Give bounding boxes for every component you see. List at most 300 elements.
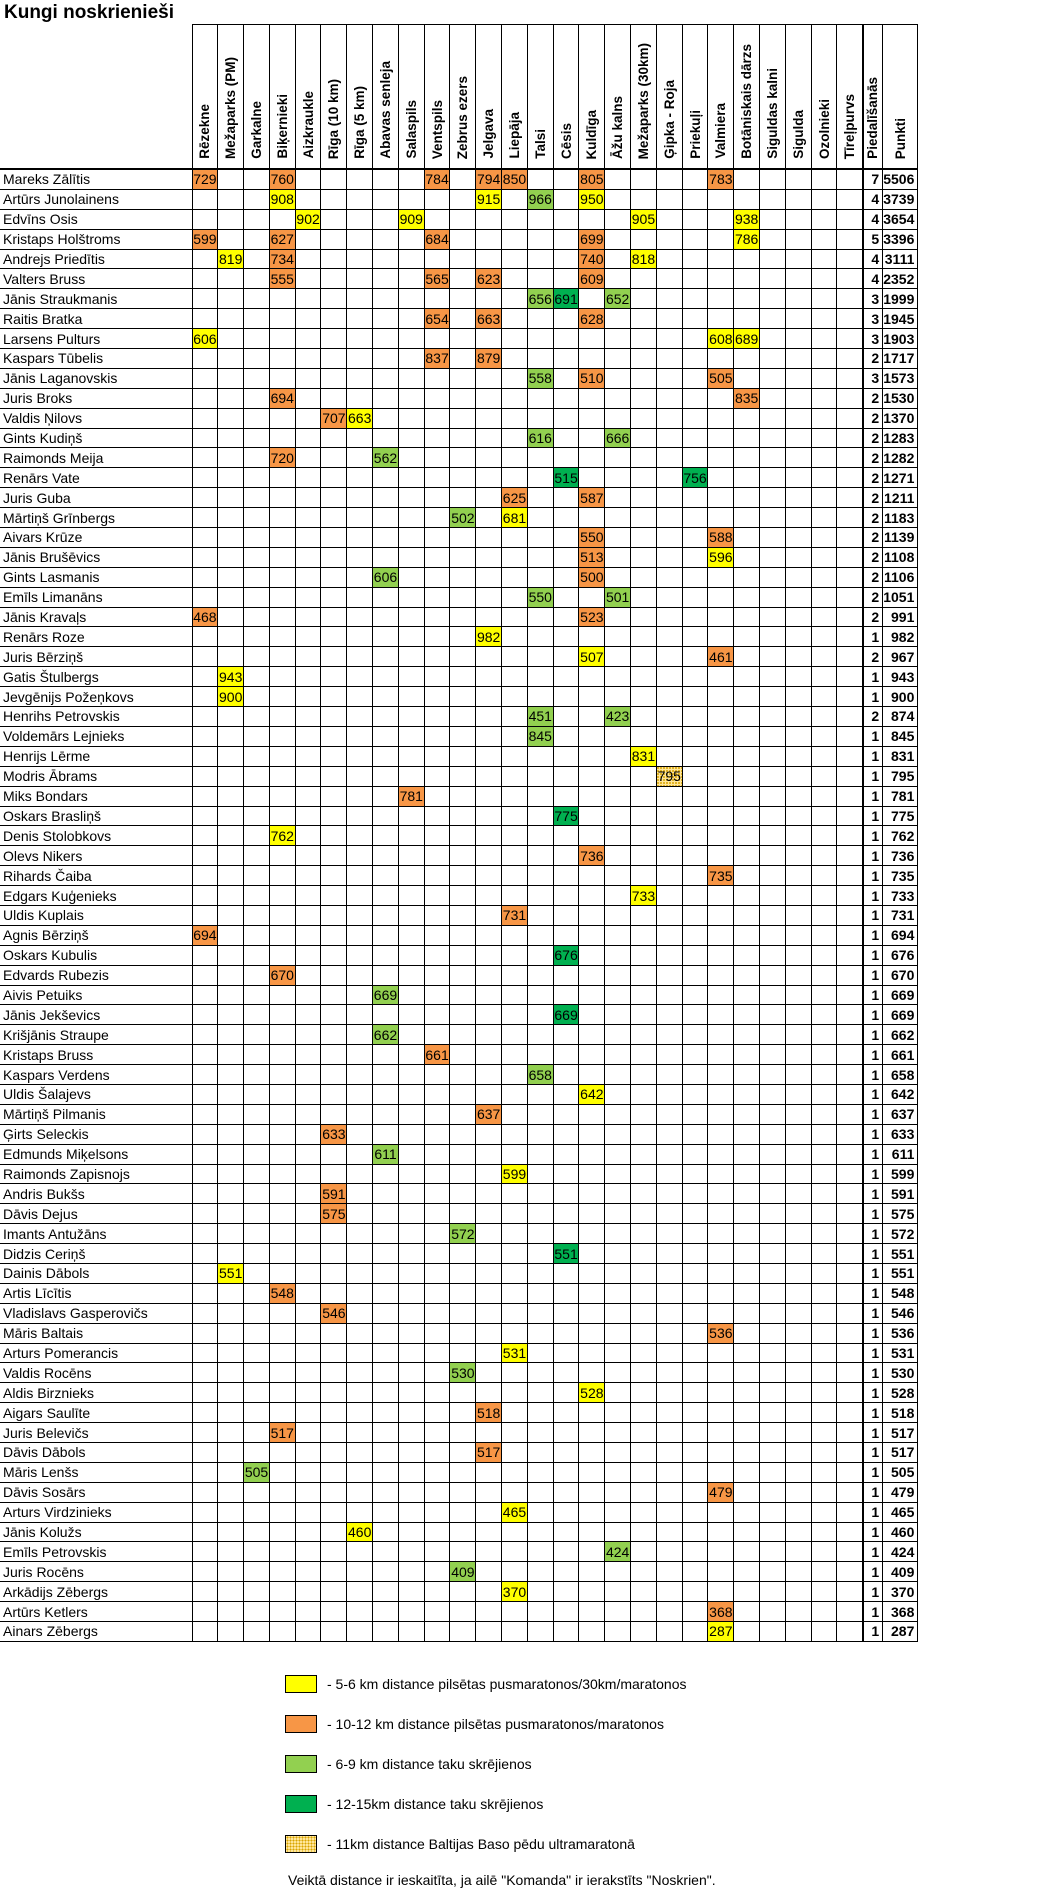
empty-cell [347, 1482, 373, 1502]
empty-cell [244, 786, 270, 806]
empty-cell [347, 189, 373, 209]
legend-label: - 11km distance Baltijas Baso pēdu ultramaratonā [327, 1836, 635, 1852]
empty-cell [398, 1104, 424, 1124]
empty-cell [708, 846, 734, 866]
empty-cell [708, 488, 734, 508]
runner-name: Mārtiņš Grīnbergs [0, 508, 192, 528]
table-row [0, 607, 918, 627]
empty-cell [527, 647, 553, 667]
empty-cell [553, 1562, 579, 1582]
score-cell: 735 [709, 867, 733, 884]
empty-cell [811, 1263, 837, 1283]
empty-cell [321, 1462, 347, 1482]
empty-cell [605, 1522, 631, 1542]
empty-cell [734, 1602, 760, 1622]
empty-cell [656, 428, 682, 448]
empty-cell [192, 1622, 218, 1642]
empty-cell [321, 528, 347, 548]
empty-cell [785, 508, 811, 528]
empty-cell [682, 1343, 708, 1363]
empty-cell [502, 866, 528, 886]
empty-cell [244, 349, 270, 369]
empty-cell [605, 1263, 631, 1283]
score-cell: 950 [580, 191, 604, 208]
empty-cell [656, 468, 682, 488]
empty-cell [295, 786, 321, 806]
empty-cell [192, 786, 218, 806]
empty-cell [269, 627, 295, 647]
empty-cell [450, 766, 476, 786]
empty-cell [837, 448, 863, 468]
runner-name: Dainis Dābols [0, 1263, 192, 1283]
empty-cell [734, 667, 760, 687]
empty-cell [373, 189, 399, 209]
empty-cell [579, 886, 605, 906]
empty-cell [734, 1164, 760, 1184]
empty-cell [785, 1383, 811, 1403]
empty-cell [295, 1502, 321, 1522]
score-cell: 460 [348, 1524, 372, 1540]
empty-cell [760, 528, 786, 548]
empty-cell [476, 1602, 502, 1622]
empty-cell [398, 846, 424, 866]
empty-cell [631, 607, 657, 627]
empty-cell [811, 647, 837, 667]
empty-cell [656, 1184, 682, 1204]
empty-cell [398, 1204, 424, 1224]
empty-cell [450, 1065, 476, 1085]
empty-cell [708, 1502, 734, 1522]
empty-cell [502, 229, 528, 249]
empty-cell [734, 428, 760, 448]
empty-cell [734, 925, 760, 945]
empty-cell [347, 468, 373, 488]
empty-cell [398, 1522, 424, 1542]
empty-cell [734, 1462, 760, 1482]
empty-cell [476, 1582, 502, 1602]
empty-cell [811, 309, 837, 329]
empty-cell [321, 388, 347, 408]
empty-cell [502, 1045, 528, 1065]
empty-cell [450, 408, 476, 428]
empty-cell [837, 1502, 863, 1522]
empty-cell [295, 1323, 321, 1343]
empty-cell [837, 1562, 863, 1582]
empty-cell [734, 249, 760, 269]
empty-cell [424, 866, 450, 886]
empty-cell [398, 349, 424, 369]
empty-cell [373, 1383, 399, 1403]
empty-cell [192, 1084, 218, 1104]
runner-name: Voldemārs Lejnieks [0, 726, 192, 746]
empty-cell [785, 1363, 811, 1383]
points-total: 943 [883, 667, 918, 687]
empty-cell [553, 428, 579, 448]
empty-cell [347, 647, 373, 667]
empty-cell [631, 707, 657, 727]
empty-cell [527, 1204, 553, 1224]
empty-cell [321, 1383, 347, 1403]
empty-cell [347, 826, 373, 846]
empty-cell [553, 687, 579, 707]
runner-name: Renārs Vate [0, 468, 192, 488]
runner-name: Imants Antužāns [0, 1224, 192, 1244]
participation-count: 3 [863, 368, 883, 388]
empty-cell [424, 1025, 450, 1045]
empty-cell [502, 1104, 528, 1124]
score-cell: 536 [709, 1325, 733, 1342]
points-total: 3654 [883, 209, 918, 229]
empty-cell [295, 567, 321, 587]
empty-cell [682, 1224, 708, 1244]
runner-name: Kaspars Verdens [0, 1065, 192, 1085]
empty-cell [398, 428, 424, 448]
empty-cell [656, 1124, 682, 1144]
empty-cell [605, 1582, 631, 1602]
empty-cell [398, 726, 424, 746]
empty-cell [656, 1542, 682, 1562]
empty-cell [811, 925, 837, 945]
empty-cell [656, 945, 682, 965]
empty-cell [347, 428, 373, 448]
empty-cell [579, 1423, 605, 1443]
empty-cell [631, 1005, 657, 1025]
empty-cell [347, 349, 373, 369]
empty-cell [811, 1144, 837, 1164]
empty-cell [837, 1084, 863, 1104]
empty-cell [295, 1383, 321, 1403]
score-cell: 505 [709, 370, 733, 387]
score-cell: 731 [502, 907, 527, 924]
empty-cell [398, 488, 424, 508]
empty-cell [811, 468, 837, 488]
empty-cell [579, 1482, 605, 1502]
empty-cell [811, 508, 837, 528]
participation-count: 1 [863, 1045, 883, 1065]
empty-cell [605, 687, 631, 707]
empty-cell [192, 945, 218, 965]
empty-cell [373, 229, 399, 249]
empty-cell [527, 905, 553, 925]
empty-cell [244, 1084, 270, 1104]
empty-cell [553, 886, 579, 906]
empty-cell [605, 448, 631, 468]
empty-cell [682, 249, 708, 269]
empty-cell [605, 1423, 631, 1443]
score-cell: 783 [708, 169, 734, 189]
empty-cell [631, 547, 657, 567]
runner-name: Andris Bukšs [0, 1184, 192, 1204]
empty-cell [708, 766, 734, 786]
score-cell: 670 [270, 967, 294, 984]
empty-cell [811, 1582, 837, 1602]
score-cell: 606 [193, 330, 217, 347]
table-row [0, 1204, 918, 1224]
column-header [631, 25, 657, 170]
empty-cell [476, 826, 502, 846]
empty-cell [631, 508, 657, 528]
empty-cell [476, 488, 502, 508]
runner-name: Raimonds Zapisnojs [0, 1164, 192, 1184]
score-cell: 652 [605, 290, 630, 307]
empty-cell [811, 1562, 837, 1582]
empty-cell [244, 1065, 270, 1085]
empty-cell [785, 1403, 811, 1423]
empty-cell [398, 189, 424, 209]
empty-cell [502, 269, 528, 289]
empty-cell [811, 1423, 837, 1443]
empty-cell [527, 1104, 553, 1124]
empty-cell [811, 189, 837, 209]
empty-cell [321, 1104, 347, 1124]
empty-cell [244, 1443, 270, 1463]
empty-cell [373, 1104, 399, 1124]
empty-cell [476, 567, 502, 587]
empty-cell [785, 1144, 811, 1164]
empty-cell [192, 905, 218, 925]
empty-cell [760, 309, 786, 329]
empty-cell [476, 687, 502, 707]
empty-cell [373, 209, 399, 229]
empty-cell [605, 508, 631, 528]
empty-cell [476, 587, 502, 607]
points-total: 733 [883, 886, 918, 906]
empty-cell [373, 269, 399, 289]
empty-cell [760, 1263, 786, 1283]
runner-name: Gatis Štulbergs [0, 667, 192, 687]
empty-cell [527, 1482, 553, 1502]
empty-cell [502, 886, 528, 906]
participation-count: 1 [863, 1244, 883, 1264]
score-cell: 409 [451, 1563, 475, 1580]
empty-cell [424, 607, 450, 627]
empty-cell [527, 1582, 553, 1602]
runner-name: Uldis Kuplais [0, 905, 192, 925]
empty-cell [785, 169, 811, 189]
empty-cell [373, 925, 399, 945]
empty-cell [708, 746, 734, 766]
score-cell: 699 [580, 231, 604, 248]
empty-cell [631, 1124, 657, 1144]
empty-cell [398, 1383, 424, 1403]
column-header [734, 25, 760, 170]
empty-cell [244, 368, 270, 388]
empty-cell [837, 1423, 863, 1443]
participation-count: 2 [863, 567, 883, 587]
empty-cell [424, 388, 450, 408]
empty-cell [476, 1622, 502, 1642]
empty-cell [192, 667, 218, 687]
empty-cell [785, 627, 811, 647]
empty-cell [760, 408, 786, 428]
points-total: 1211 [883, 488, 918, 508]
empty-cell [192, 1283, 218, 1303]
empty-cell [631, 1263, 657, 1283]
points-total: 670 [883, 965, 918, 985]
empty-cell [708, 627, 734, 647]
empty-cell [631, 826, 657, 846]
empty-cell [656, 886, 682, 906]
table-row [0, 587, 918, 607]
empty-cell [373, 746, 399, 766]
empty-cell [502, 1244, 528, 1264]
empty-cell [450, 1184, 476, 1204]
empty-cell [398, 508, 424, 528]
empty-cell [218, 1602, 244, 1622]
empty-cell [321, 1263, 347, 1283]
column-header [218, 25, 244, 170]
empty-cell [347, 1383, 373, 1403]
column-header [269, 25, 295, 170]
empty-cell [295, 1423, 321, 1443]
score-cell: 663 [476, 310, 501, 327]
empty-cell [321, 647, 347, 667]
empty-cell [502, 707, 528, 727]
empty-cell [502, 468, 528, 488]
runner-name: Ainars Zēbergs [0, 1622, 192, 1642]
empty-cell [527, 388, 553, 408]
runner-name: Aivars Krūze [0, 528, 192, 548]
empty-cell [553, 726, 579, 746]
empty-cell [218, 786, 244, 806]
empty-cell [192, 1363, 218, 1383]
empty-cell [682, 1124, 708, 1144]
points-total: 669 [883, 985, 918, 1005]
score-cell: 501 [605, 589, 630, 606]
empty-cell [218, 488, 244, 508]
score-cell: 909 [399, 211, 423, 228]
empty-cell [373, 607, 399, 627]
empty-cell [424, 667, 450, 687]
empty-cell [682, 846, 708, 866]
empty-cell [502, 1363, 528, 1383]
empty-cell [785, 1283, 811, 1303]
empty-cell [218, 1462, 244, 1482]
empty-cell [682, 547, 708, 567]
score-cell: 606 [373, 569, 398, 586]
empty-cell [502, 1184, 528, 1204]
empty-cell [760, 1343, 786, 1363]
empty-cell [321, 886, 347, 906]
empty-cell [760, 1283, 786, 1303]
empty-cell [321, 846, 347, 866]
empty-cell [760, 1582, 786, 1602]
empty-cell [785, 826, 811, 846]
empty-cell [398, 965, 424, 985]
score-cell: 550 [580, 529, 604, 546]
empty-cell [760, 508, 786, 528]
empty-cell [734, 1482, 760, 1502]
empty-cell [450, 229, 476, 249]
empty-cell [476, 329, 502, 349]
empty-cell [605, 1502, 631, 1522]
empty-cell [476, 846, 502, 866]
empty-cell [218, 468, 244, 488]
points-total: 795 [883, 766, 918, 786]
empty-cell [785, 1005, 811, 1025]
empty-cell [760, 1383, 786, 1403]
empty-cell [424, 587, 450, 607]
empty-cell [450, 1482, 476, 1502]
empty-cell [785, 925, 811, 945]
empty-cell [811, 1522, 837, 1542]
empty-cell [811, 1084, 837, 1104]
empty-cell [244, 329, 270, 349]
points-header [883, 25, 918, 170]
participation-count: 1 [863, 786, 883, 806]
empty-cell [837, 1263, 863, 1283]
empty-cell [553, 309, 579, 329]
table-row [0, 1582, 918, 1602]
score-cell: 845 [528, 728, 552, 745]
table-row [0, 209, 918, 229]
empty-cell [450, 1602, 476, 1622]
empty-cell [785, 249, 811, 269]
empty-cell [837, 528, 863, 548]
empty-cell [579, 687, 605, 707]
empty-cell [734, 189, 760, 209]
empty-cell [656, 1005, 682, 1025]
empty-cell [760, 786, 786, 806]
empty-cell [295, 667, 321, 687]
empty-cell [398, 1602, 424, 1622]
empty-cell [269, 209, 295, 229]
empty-cell [424, 1323, 450, 1343]
points-total: 967 [883, 647, 918, 667]
empty-cell [631, 1144, 657, 1164]
empty-cell [605, 249, 631, 269]
empty-cell [656, 1065, 682, 1085]
empty-cell [450, 1005, 476, 1025]
column-header-label: Ģipka - Roja [661, 80, 677, 159]
empty-cell [837, 965, 863, 985]
table-row [0, 488, 918, 508]
empty-cell [373, 1224, 399, 1244]
empty-cell [837, 1383, 863, 1403]
empty-cell [553, 547, 579, 567]
column-header-label: Ventspils [429, 99, 445, 159]
empty-cell [708, 1084, 734, 1104]
empty-cell [605, 468, 631, 488]
empty-cell [837, 886, 863, 906]
points-total: 1283 [883, 428, 918, 448]
empty-cell [656, 1502, 682, 1522]
empty-cell [450, 169, 476, 189]
empty-cell [269, 1383, 295, 1403]
runner-name: Jānis Brušēvics [0, 547, 192, 567]
empty-cell [656, 1423, 682, 1443]
empty-cell [450, 189, 476, 209]
empty-cell [218, 985, 244, 1005]
points-total: 642 [883, 1084, 918, 1104]
empty-cell [553, 329, 579, 349]
empty-cell [424, 1124, 450, 1144]
empty-cell [192, 1423, 218, 1443]
score-cell: 786 [734, 231, 759, 248]
score-cell: 818 [631, 251, 656, 267]
empty-cell [579, 1502, 605, 1522]
empty-cell [192, 528, 218, 548]
empty-cell [321, 1423, 347, 1443]
empty-cell [295, 1164, 321, 1184]
empty-cell [708, 189, 734, 209]
empty-cell [476, 1343, 502, 1363]
empty-cell [347, 1323, 373, 1343]
empty-cell [244, 647, 270, 667]
empty-cell [631, 846, 657, 866]
empty-cell [527, 349, 553, 369]
empty-cell [321, 945, 347, 965]
